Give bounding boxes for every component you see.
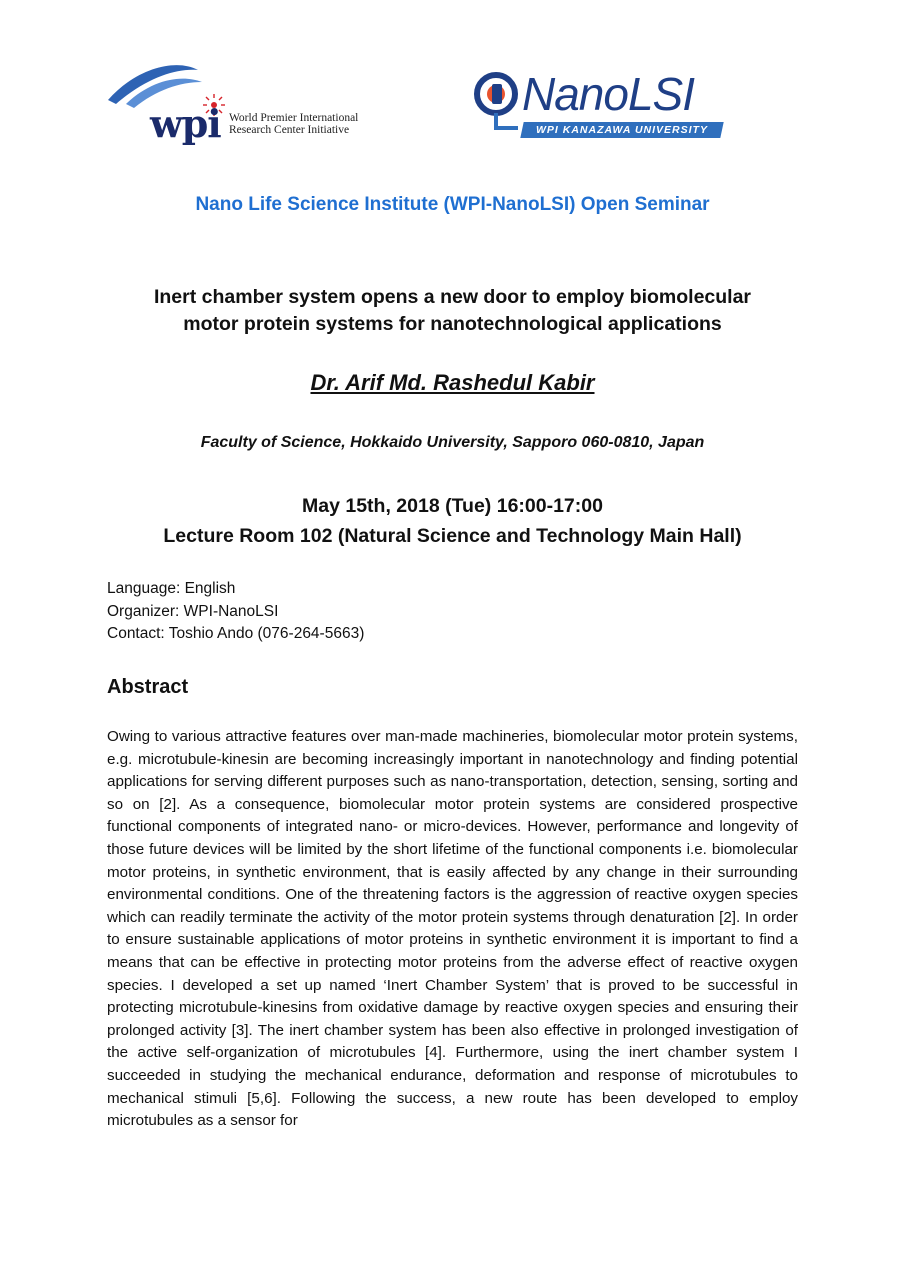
logo-header xyxy=(0,0,905,160)
talk-title-line2: motor protein systems for nanotechnological applications xyxy=(183,313,722,335)
talk-title xyxy=(0,284,905,338)
wpi-logo xyxy=(106,60,376,150)
nanolsi-subtitle: WPI KANAZAWA UNIVERSITY xyxy=(536,124,708,136)
event-venue: Lecture Room 102 (Natural Science and Technology Main Hall) xyxy=(163,525,742,547)
speaker-name xyxy=(0,370,905,396)
abstract-body: Owing to various attractive features over man-made machineries, biomolecular motor protein systems, e.g. microtubule-kinesin are becoming increasingly important in nanotechnology and finding potential applications for serving different purposes such as nano-transportation, detection, sensing, sorting and so on [2]. As a consequence, biomolecular motor protein systems are considered prospective functional components of integrated nano- or micro-devices. However, performance and longevity of those future devices will be limited by the short lifetime of the functional components i.e. biomolecular motor proteins, in synthetic environment, that is easily affected by any change in their surrounding environmental conditions. One of the threatening factors is the aggression of reactive oxygen species which can readily terminate the activity of the motor protein systems through denaturation [2]. In order to ensure sustainable applications of motor proteins in synthetic environment it is important to find a means that can be effective in protecting motor proteins from the adverse effect of reactive oxygen species. I developed a set up named ‘Inert Chamber System’ that is proved to be successful in protecting microtubule-kinesins from oxidative damage by reactive oxygen species and ensuring their prolonged activity [3]. The inert chamber system has been also effective in prolonged investigation of the active self-organization of microtubules [4]. Furthermore, using the inert chamber system I succeeded in studying the mechanical endurance, deformation and response of microtubules to mechanical stimuli [5,6]. Following the success, a new route has been developed to employ microtubules as a sensor for xyxy=(107,728,798,1130)
wpi-wordmark: wpi xyxy=(150,101,221,146)
event-datetime-venue xyxy=(0,491,905,551)
event-meta xyxy=(107,578,364,646)
speaker-name-text: Dr. Arif Md. Rashedul Kabir xyxy=(310,370,595,395)
wpi-tagline-line2: Research Center Initiative xyxy=(229,124,350,136)
nanolsi-wordmark: NanoLSI xyxy=(522,68,695,120)
nanolsi-subtitle-bar xyxy=(520,122,723,138)
event-date: May 15th, 2018 (Tue) 16:00-17:00 xyxy=(302,495,603,517)
talk-title-line1: Inert chamber system opens a new door to employ biomolecular xyxy=(153,286,752,308)
seminar-heading: Nano Life Science Institute (WPI-NanoLSI) Open Seminar xyxy=(195,194,710,215)
wpi-tagline xyxy=(229,112,358,136)
speaker-affiliation: Faculty of Science, Hokkaido University, Sapporo 060-0810, Japan xyxy=(200,434,705,451)
nanolsi-logo xyxy=(470,66,730,146)
meta-contact: Contact: Toshio Ando (076-264-5663) xyxy=(107,625,365,642)
meta-organizer: Organizer: WPI-NanoLSI xyxy=(107,602,279,620)
wpi-tagline-line1: World Premier International xyxy=(229,112,359,124)
nanolsi-emblem-icon xyxy=(470,70,522,132)
abstract-heading: Abstract xyxy=(107,676,189,698)
meta-language: Language: English xyxy=(107,580,236,597)
